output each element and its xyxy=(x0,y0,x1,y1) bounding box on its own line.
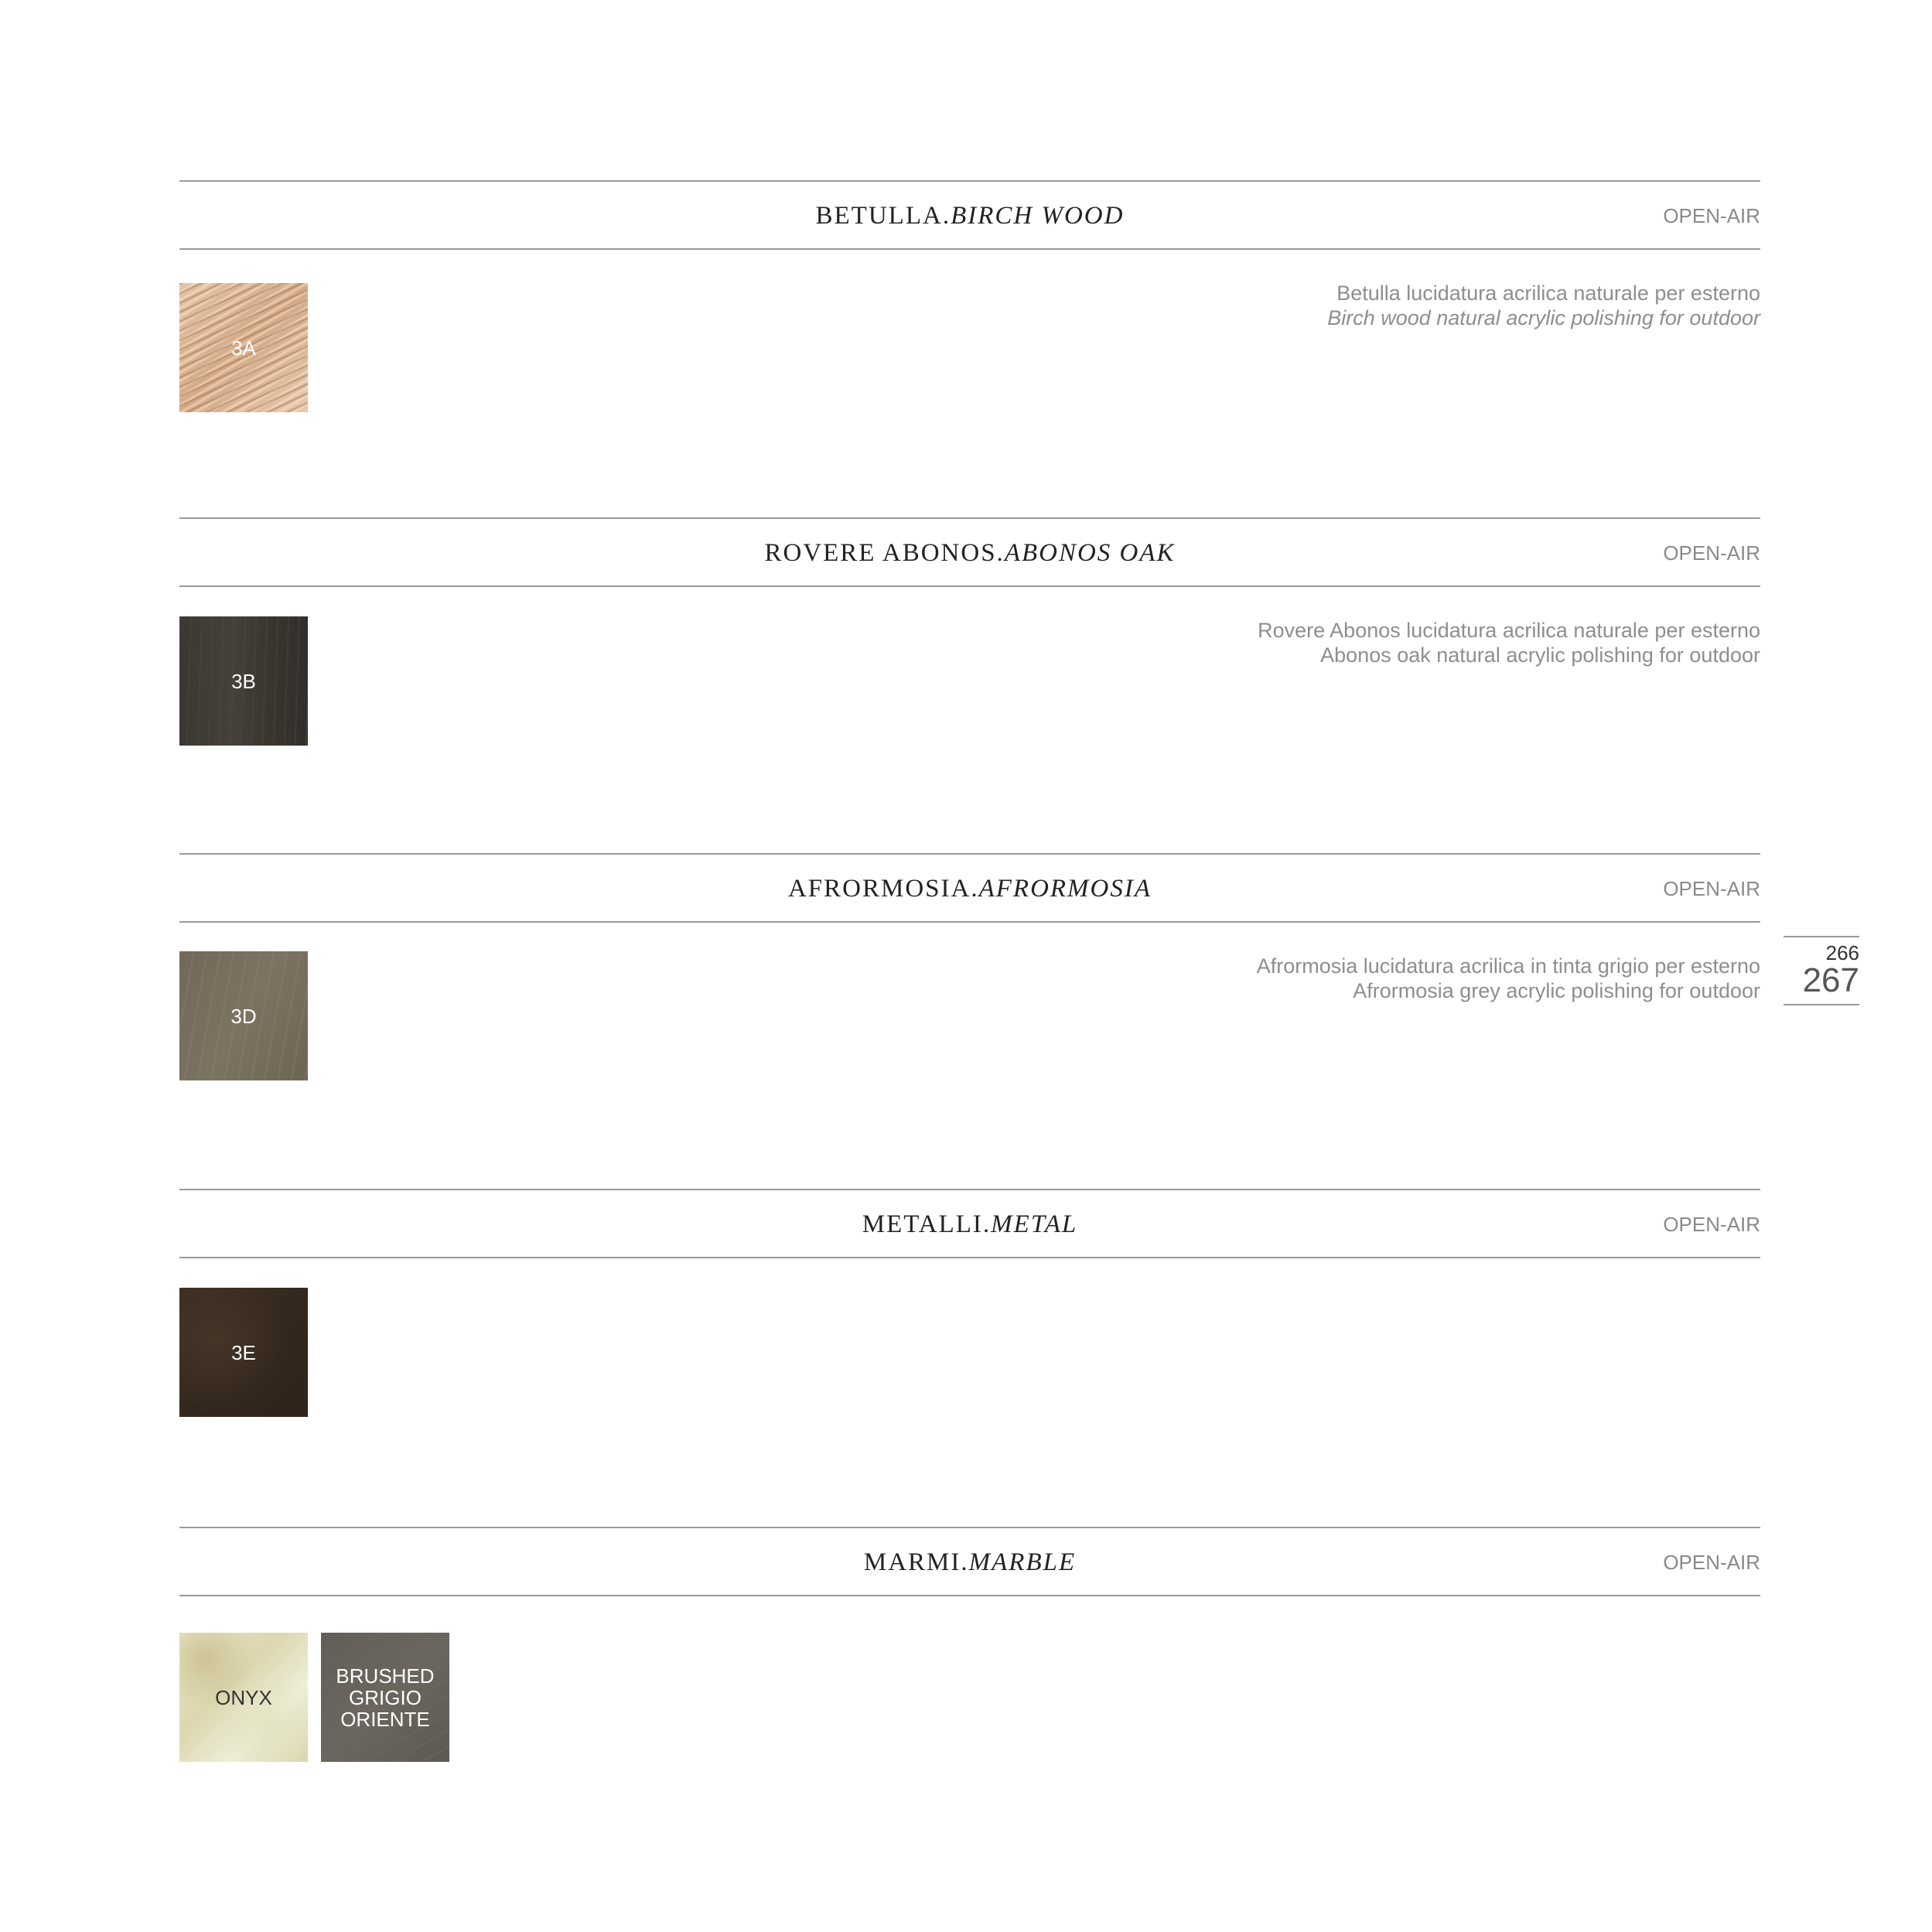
description-italian: Betulla lucidatura acrilica naturale per esterno xyxy=(1336,282,1760,305)
description-italian: Rovere Abonos lucidatura acrilica naturale per esterno xyxy=(1258,619,1760,642)
swatch-code: 3A xyxy=(231,336,256,360)
section-rule-bottom xyxy=(179,921,1760,923)
swatch-brushed-grigio-oriente[interactable] xyxy=(321,1633,449,1762)
open-air-tag: OPEN-AIR xyxy=(1663,877,1760,900)
description-english: Abonos oak natural acrylic polishing for outdoor xyxy=(1320,643,1760,667)
swatch-3e[interactable] xyxy=(179,1288,308,1417)
section-rule-top xyxy=(179,517,1760,519)
swatch-onyx[interactable] xyxy=(179,1633,308,1762)
section-title xyxy=(179,536,1760,570)
page-number-left: 266 xyxy=(1825,941,1859,964)
swatch-3a[interactable] xyxy=(179,283,308,412)
finish-description xyxy=(1257,954,1760,1003)
section-rule-bottom xyxy=(179,585,1760,587)
title-italian: AFRORMOSIA. xyxy=(787,875,979,903)
title-english: ABONOS OAK xyxy=(1004,539,1176,567)
open-air-tag: OPEN-AIR xyxy=(1663,541,1760,565)
description-italian: Afrormosia lucidatura acrilica in tinta grigio per esterno xyxy=(1256,954,1760,978)
title-english: AFRORMOSIA xyxy=(978,875,1152,903)
finish-description xyxy=(1327,281,1760,330)
title-italian: MARMI. xyxy=(863,1548,969,1576)
finish-description xyxy=(1258,618,1760,667)
swatch-code: ONYX xyxy=(215,1685,272,1709)
page-number-rule-top xyxy=(1784,936,1859,937)
section-rule-top xyxy=(179,853,1760,855)
title-italian: ROVERE ABONOS. xyxy=(764,539,1005,567)
section-title xyxy=(179,1207,1760,1241)
section-title xyxy=(179,199,1760,233)
swatch-code: 3D xyxy=(230,1004,257,1028)
section-rule-top xyxy=(179,1527,1760,1528)
section-title xyxy=(179,872,1760,906)
section-title xyxy=(179,1545,1760,1579)
section-rule-bottom xyxy=(179,248,1760,250)
title-italian: METALLI. xyxy=(862,1210,992,1238)
swatch-code: 3B xyxy=(231,669,256,693)
title-english: BIRCH WOOD xyxy=(951,202,1125,230)
swatch-label-line: BRUSHED xyxy=(336,1664,435,1688)
page-number-right: 267 xyxy=(1802,961,1859,999)
open-air-tag: OPEN-AIR xyxy=(1663,1213,1760,1236)
title-italian: BETULLA. xyxy=(815,202,951,230)
description-english: Afrormosia grey acrylic polishing for outdoor xyxy=(1353,979,1760,1002)
open-air-tag: OPEN-AIR xyxy=(1663,1551,1760,1574)
section-rule-bottom xyxy=(179,1257,1760,1258)
swatch-3d[interactable] xyxy=(179,951,308,1080)
swatch-label xyxy=(336,1665,434,1730)
swatch-3b[interactable] xyxy=(179,616,308,746)
title-english: MARBLE xyxy=(968,1548,1077,1576)
swatch-label-line: ORIENTE xyxy=(340,1707,430,1731)
swatch-code: 3E xyxy=(231,1340,256,1364)
title-english: METAL xyxy=(991,1210,1078,1238)
description-english: Birch wood natural acrylic polishing for outdoor xyxy=(1327,306,1760,329)
page-number-rule-bottom xyxy=(1784,1004,1859,1005)
swatch-label-line: GRIGIO xyxy=(349,1685,422,1709)
open-air-tag: OPEN-AIR xyxy=(1663,204,1760,227)
section-rule-bottom xyxy=(179,1595,1760,1596)
section-rule-top xyxy=(179,1189,1760,1190)
section-rule-top xyxy=(179,180,1760,182)
